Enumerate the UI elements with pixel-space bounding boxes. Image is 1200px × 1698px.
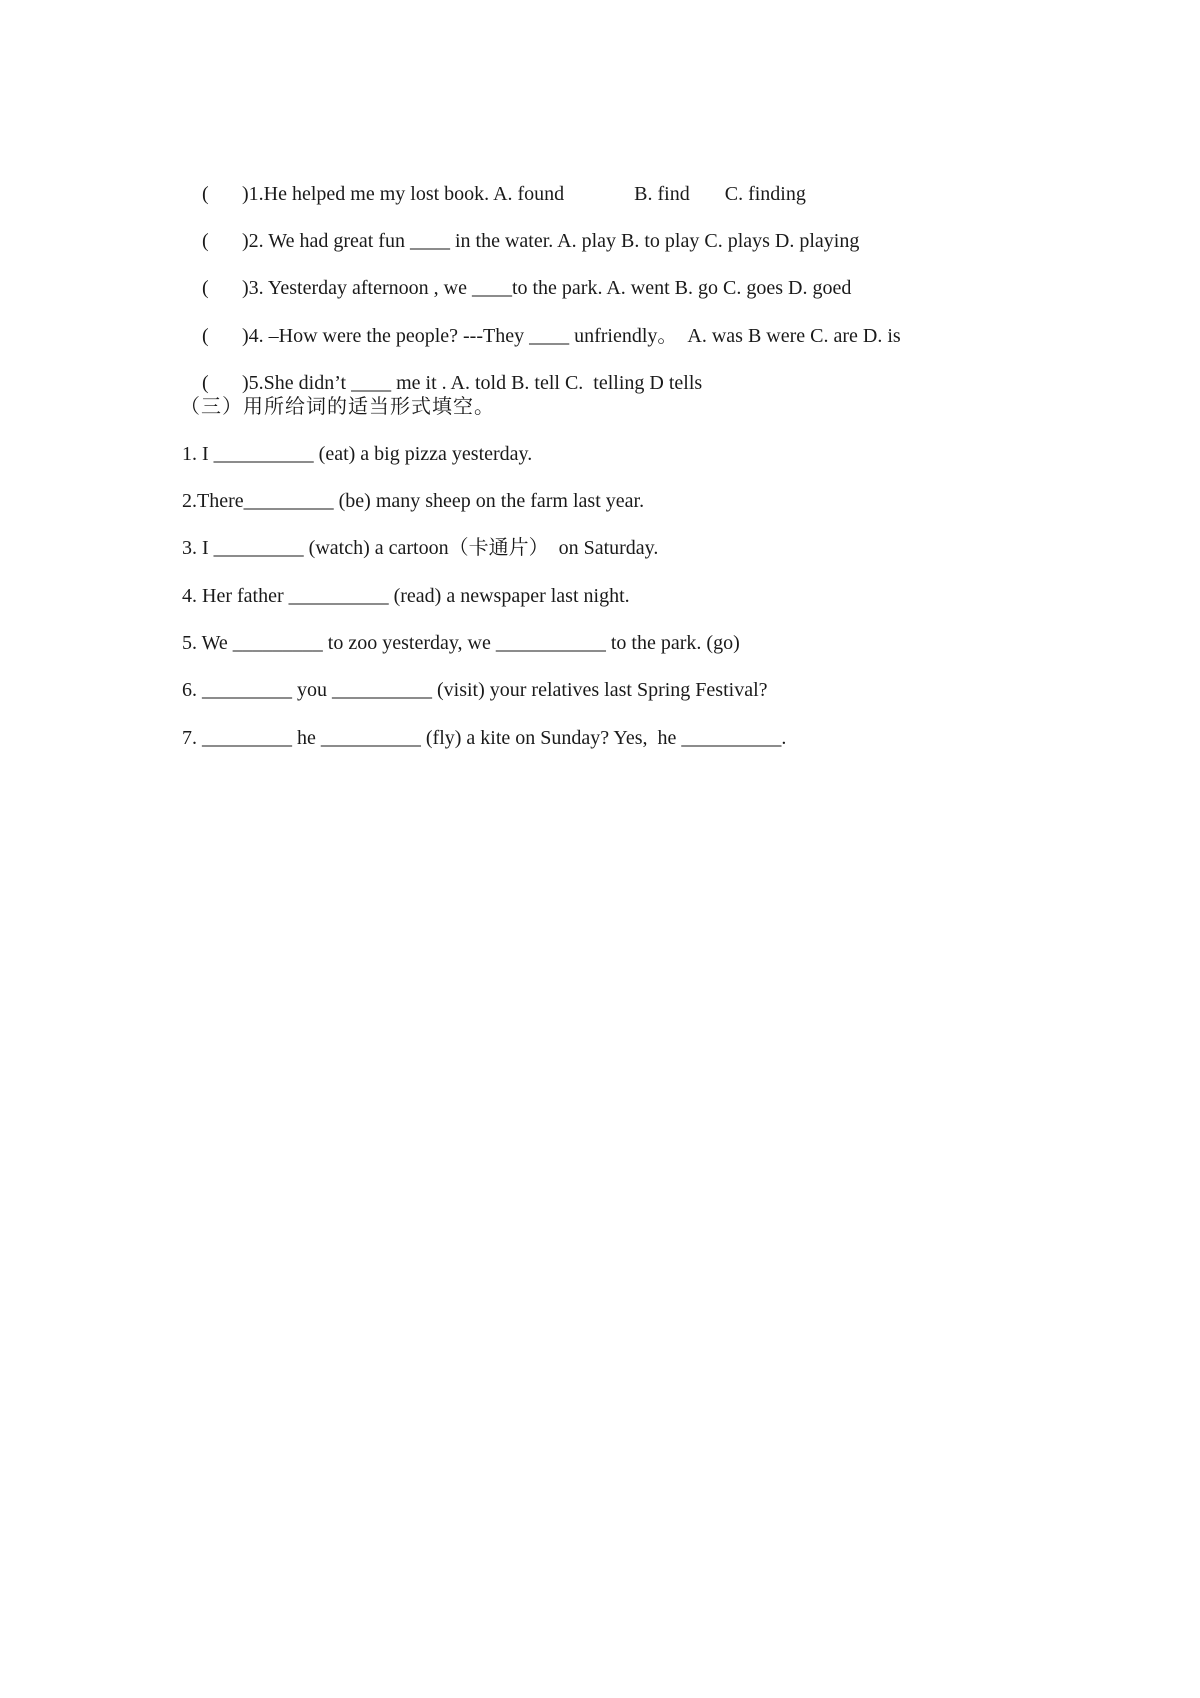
question-text: )5.She didn’t ____ me it . A. told B. tell C. telling D tells <box>242 372 703 394</box>
fill-in-item-1: 1. I __________ (eat) a big pizza yesterday. <box>182 443 533 465</box>
question-text: )4. –How were the people? ---They ____ unfriendly。 A. was B were C. are D. is <box>242 325 901 347</box>
question-text: )1.He helped me my lost book. A. found B. find C. finding <box>242 183 806 205</box>
fill-in-item-2: 2.There_________ (be) many sheep on the farm last year. <box>182 490 645 512</box>
answer-paren: ( <box>202 372 209 394</box>
fill-in-item-3: 3. I _________ (watch) a cartoon（卡通片） on Saturday. <box>182 537 659 559</box>
question-text: )3. Yesterday afternoon , we ____to the park. A. went B. go C. goes D. goed <box>242 277 852 299</box>
fill-in-item-6: 6. _________ you __________ (visit) your relatives last Spring Festival? <box>182 679 768 701</box>
answer-paren: ( <box>202 277 209 299</box>
section-heading: （三）用所给词的适当形式填空。 <box>180 394 495 418</box>
fill-in-item-7: 7. _________ he __________ (fly) a kite on Sunday? Yes, he __________. <box>182 727 787 749</box>
question-text: )2. We had great fun ____ in the water. A. play B. to play C. plays D. playing <box>242 230 860 252</box>
answer-paren: ( <box>202 230 209 252</box>
answer-paren: ( <box>202 183 209 205</box>
answer-paren: ( <box>202 325 209 347</box>
fill-in-item-4: 4. Her father __________ (read) a newspaper last night. <box>182 585 630 607</box>
fill-in-item-5: 5. We _________ to zoo yesterday, we ___________ to the park. (go) <box>182 632 740 654</box>
